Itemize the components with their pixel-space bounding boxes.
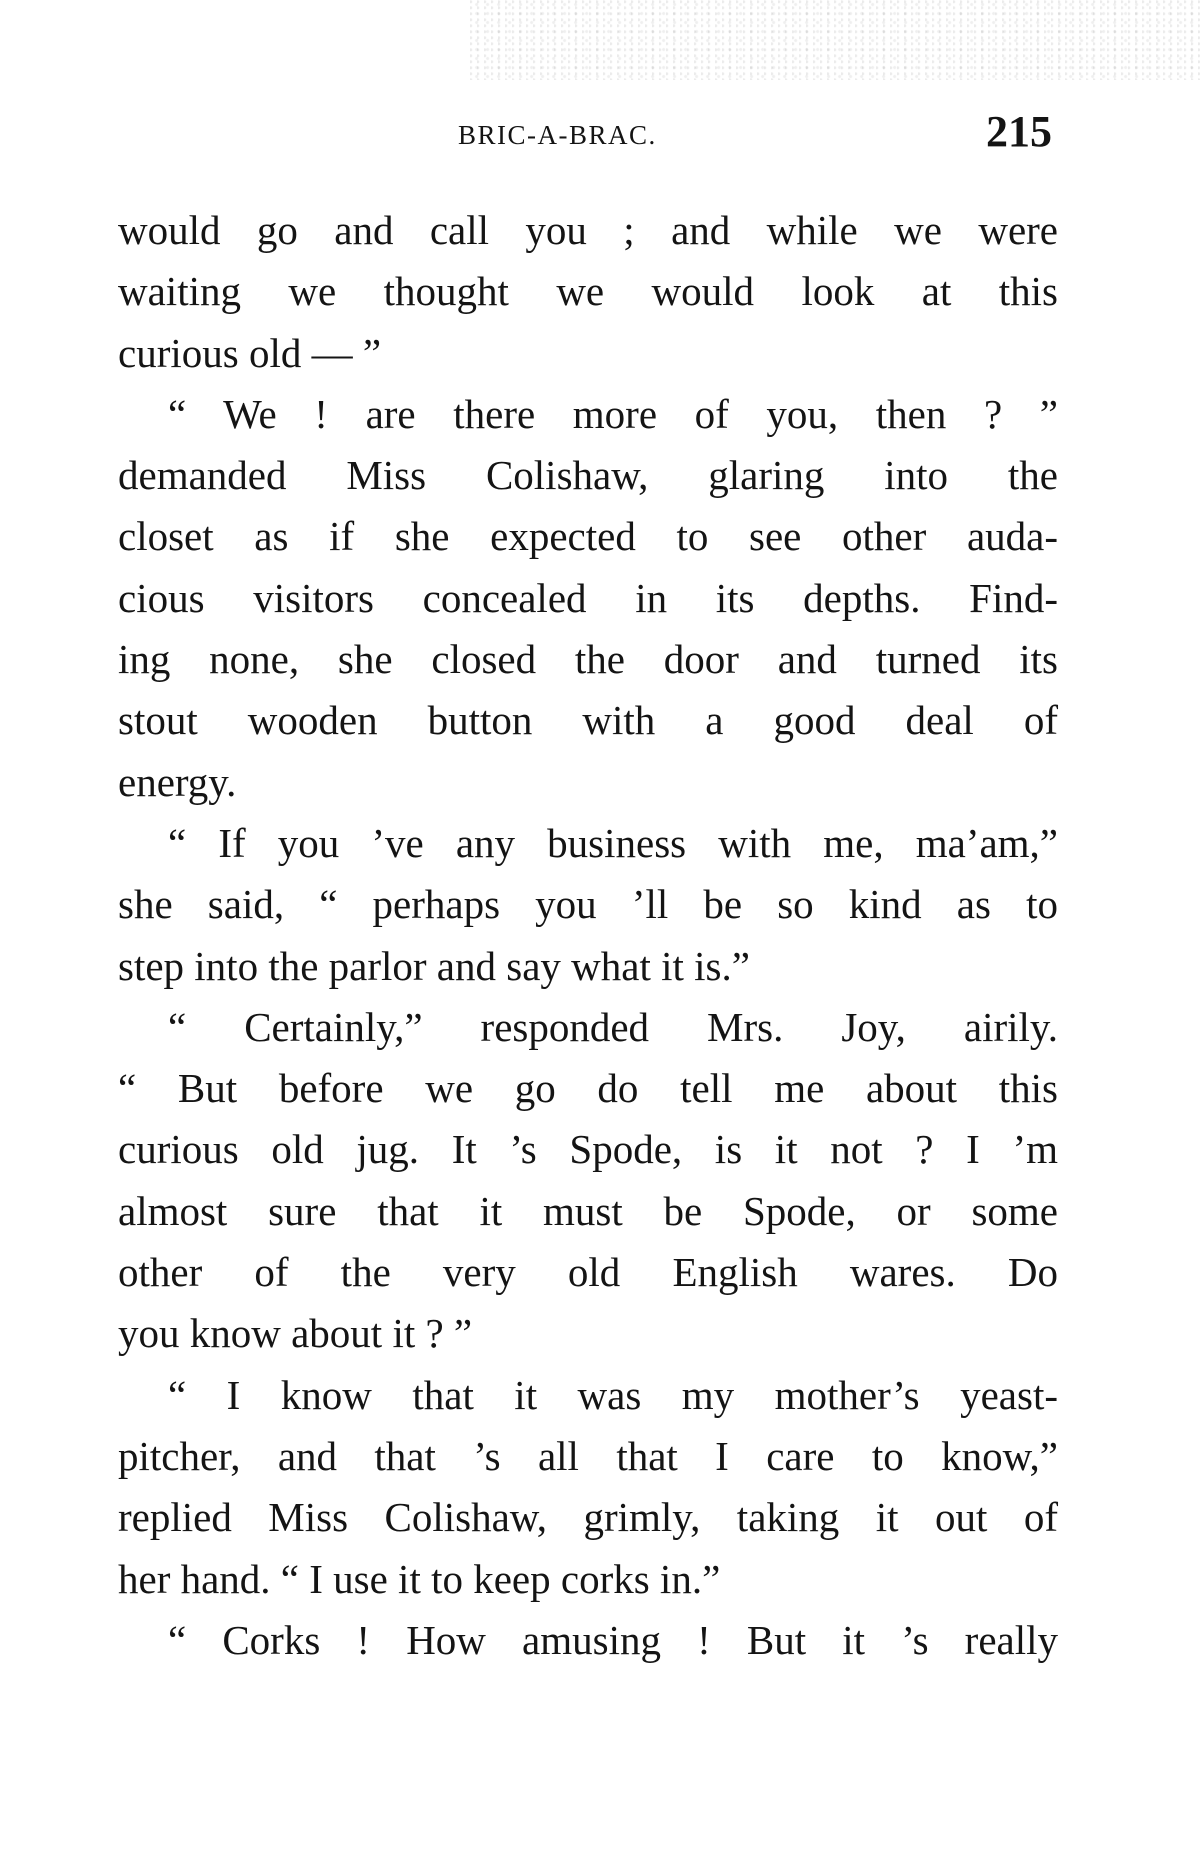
running-head xyxy=(118,106,1060,156)
text-line: ing none, she closed the door and turned its xyxy=(118,636,1058,683)
text-line: replied Miss Colishaw, grimly, taking it out of xyxy=(118,1494,1058,1541)
text-line: step into the parlor and say what it is.” xyxy=(118,942,750,989)
text-line: curious old jug. It ’s Spode, is it not ? I ’m xyxy=(118,1126,1058,1173)
page-number: 215 xyxy=(986,107,1052,156)
running-title: BRIC-A-BRAC. xyxy=(458,120,657,150)
text-line: “ Corks ! How amusing ! But it ’s really xyxy=(168,1616,1058,1663)
text-line: demanded Miss Colishaw, glaring into the xyxy=(118,452,1058,499)
text-line: would go and call you ; and while we were xyxy=(118,207,1058,253)
text-line: her hand. “ I use it to keep corks in.” xyxy=(118,1555,721,1602)
text-line: closet as if she expected to see other auda- xyxy=(118,513,1058,560)
scan-artifact xyxy=(470,0,1200,80)
text-line: waiting we thought we would look at this xyxy=(118,268,1058,315)
text-line: almost sure that it must be Spode, or some xyxy=(118,1187,1058,1234)
text-line: “ I know that it was my mother’s yeast- xyxy=(168,1371,1058,1418)
text-line: you know about it ? ” xyxy=(118,1310,473,1357)
text-line: “ We ! are there more of you, then ? ” xyxy=(168,390,1058,437)
text-line: “ Certainly,” responded Mrs. Joy, airily. xyxy=(168,1003,1058,1050)
text-line: curious old — ” xyxy=(118,329,382,376)
text-line: stout wooden button with a good deal of xyxy=(118,697,1058,744)
body-text xyxy=(118,200,1058,1671)
text-line: she said, “ perhaps you ’ll be so kind as to xyxy=(118,881,1058,928)
text-line: cious visitors concealed in its depths. Find- xyxy=(118,574,1058,621)
text-line: energy. xyxy=(118,758,237,805)
text-line: pitcher, and that ’s all that I care to know,” xyxy=(118,1432,1058,1479)
text-line: “ But before we go do tell me about this xyxy=(118,1065,1058,1112)
text-line: “ If you ’ve any business with me, ma’am,” xyxy=(168,819,1058,866)
text-line: other of the very old English wares. Do xyxy=(118,1249,1058,1296)
